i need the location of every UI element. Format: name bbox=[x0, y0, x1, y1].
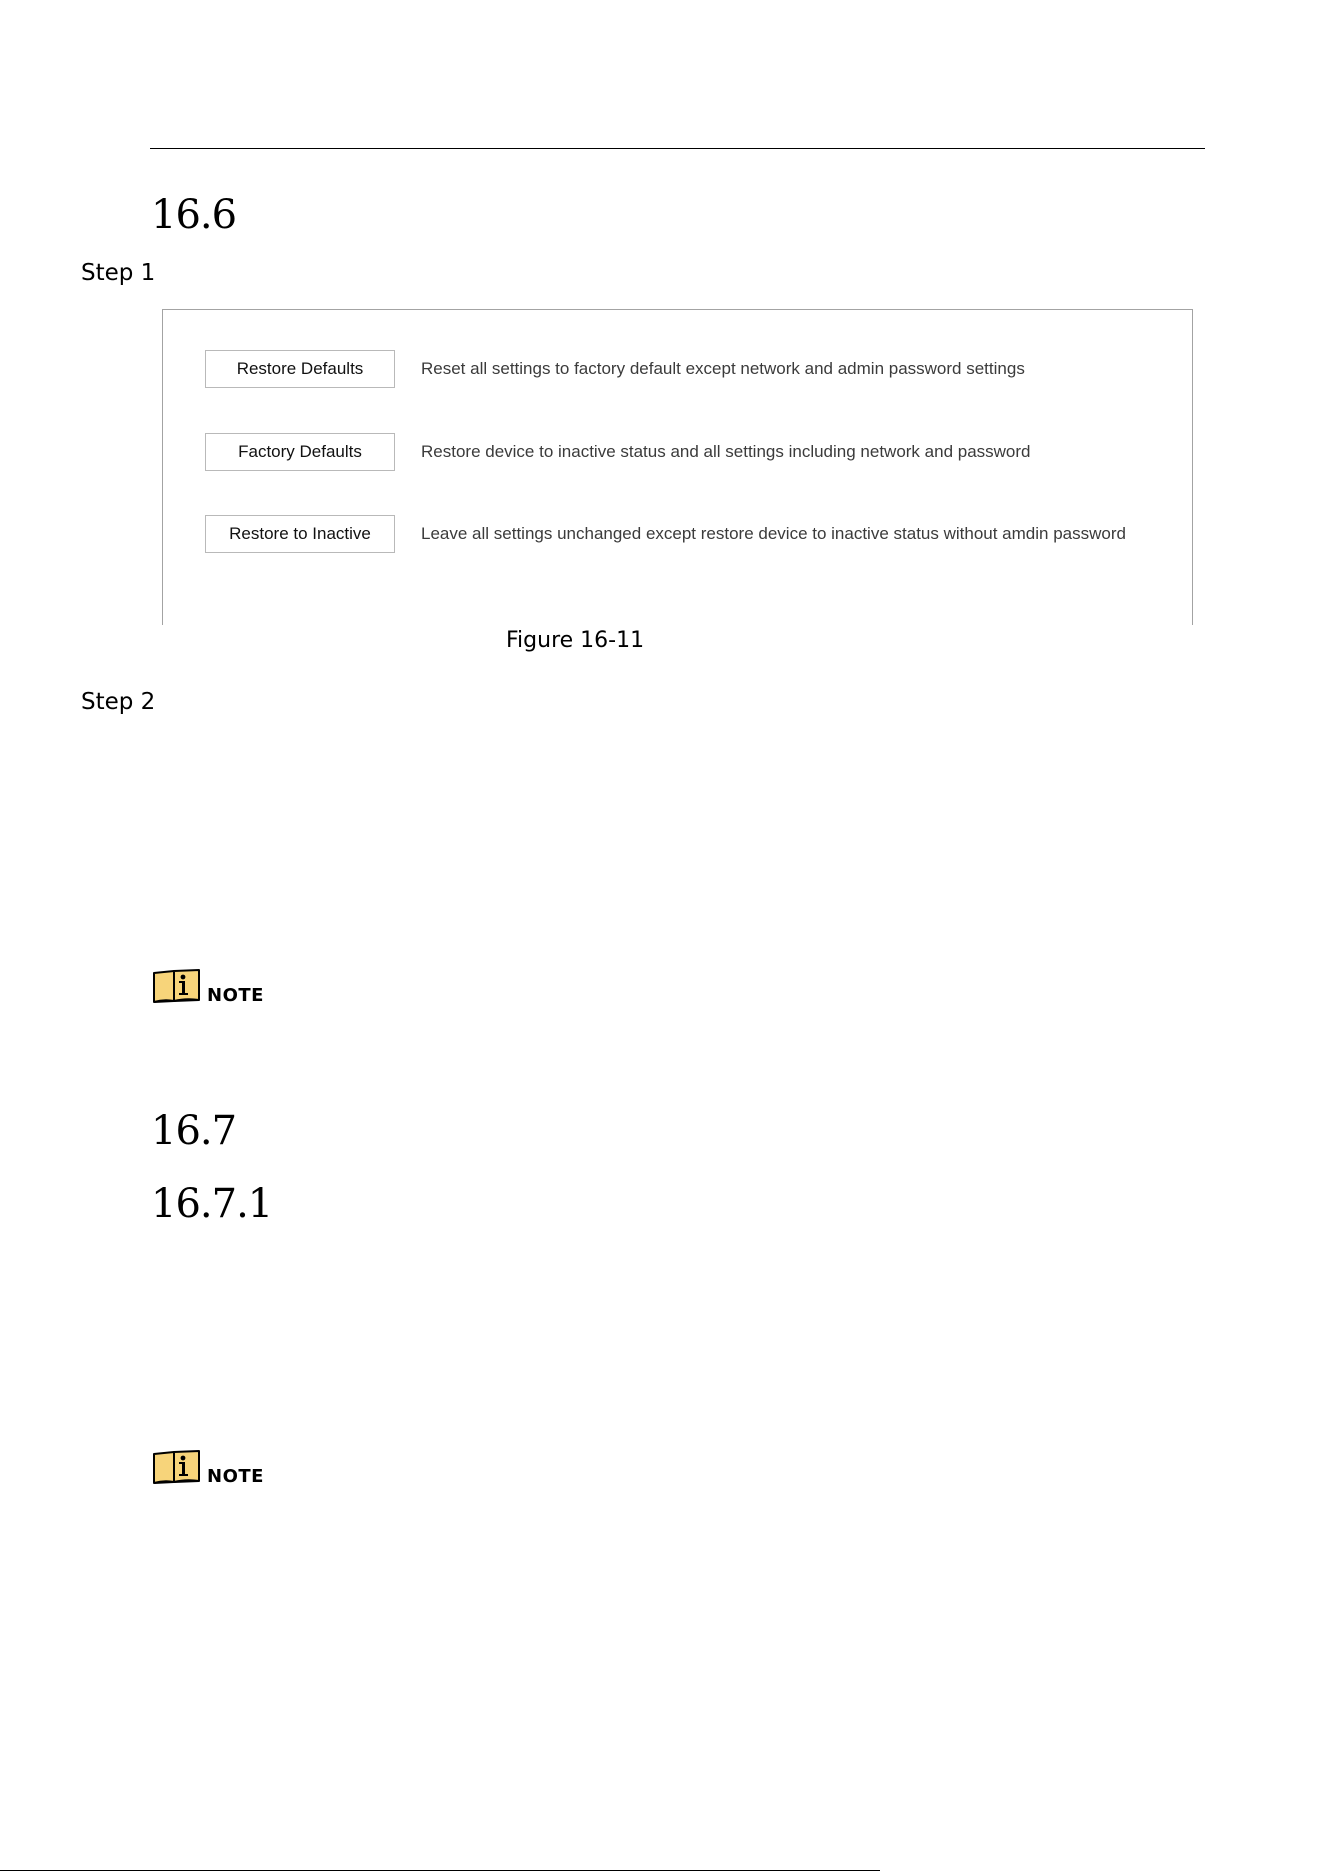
option-row-restore-to-inactive bbox=[205, 515, 1126, 553]
restore-defaults-button[interactable]: Restore Defaults bbox=[205, 350, 395, 388]
factory-defaults-description: Restore device to inactive status and all settings including network and password bbox=[421, 442, 1031, 461]
step-1-label: Step 1 bbox=[81, 260, 156, 286]
restore-to-inactive-description: Leave all settings unchanged except restore device to inactive status without amdin password bbox=[421, 524, 1126, 543]
note-book-info-icon bbox=[152, 1448, 202, 1486]
note-label-1: NOTE bbox=[207, 985, 264, 1006]
option-row-factory-defaults bbox=[205, 433, 1031, 471]
note-label-2: NOTE bbox=[207, 1466, 264, 1487]
restore-to-inactive-button[interactable]: Restore to Inactive bbox=[205, 515, 395, 553]
footer-rule bbox=[0, 1870, 880, 1871]
restore-defaults-description: Reset all settings to factory default except network and admin password settings bbox=[421, 359, 1025, 378]
header-rule bbox=[150, 148, 1205, 149]
note-block-1 bbox=[152, 965, 264, 1005]
figure-caption: Figure 16-11 bbox=[506, 628, 645, 653]
section-heading-16-7: 16.7 bbox=[151, 1108, 237, 1154]
note-block-2 bbox=[152, 1446, 264, 1486]
note-book-info-icon bbox=[152, 967, 202, 1005]
factory-defaults-button[interactable]: Factory Defaults bbox=[205, 433, 395, 471]
restore-options-figure bbox=[162, 309, 1193, 625]
section-heading-16-7-1: 16.7.1 bbox=[151, 1181, 273, 1227]
step-2-label: Step 2 bbox=[81, 689, 156, 715]
option-row-restore-defaults bbox=[205, 350, 1025, 388]
section-heading-16-6: 16.6 bbox=[151, 192, 237, 238]
